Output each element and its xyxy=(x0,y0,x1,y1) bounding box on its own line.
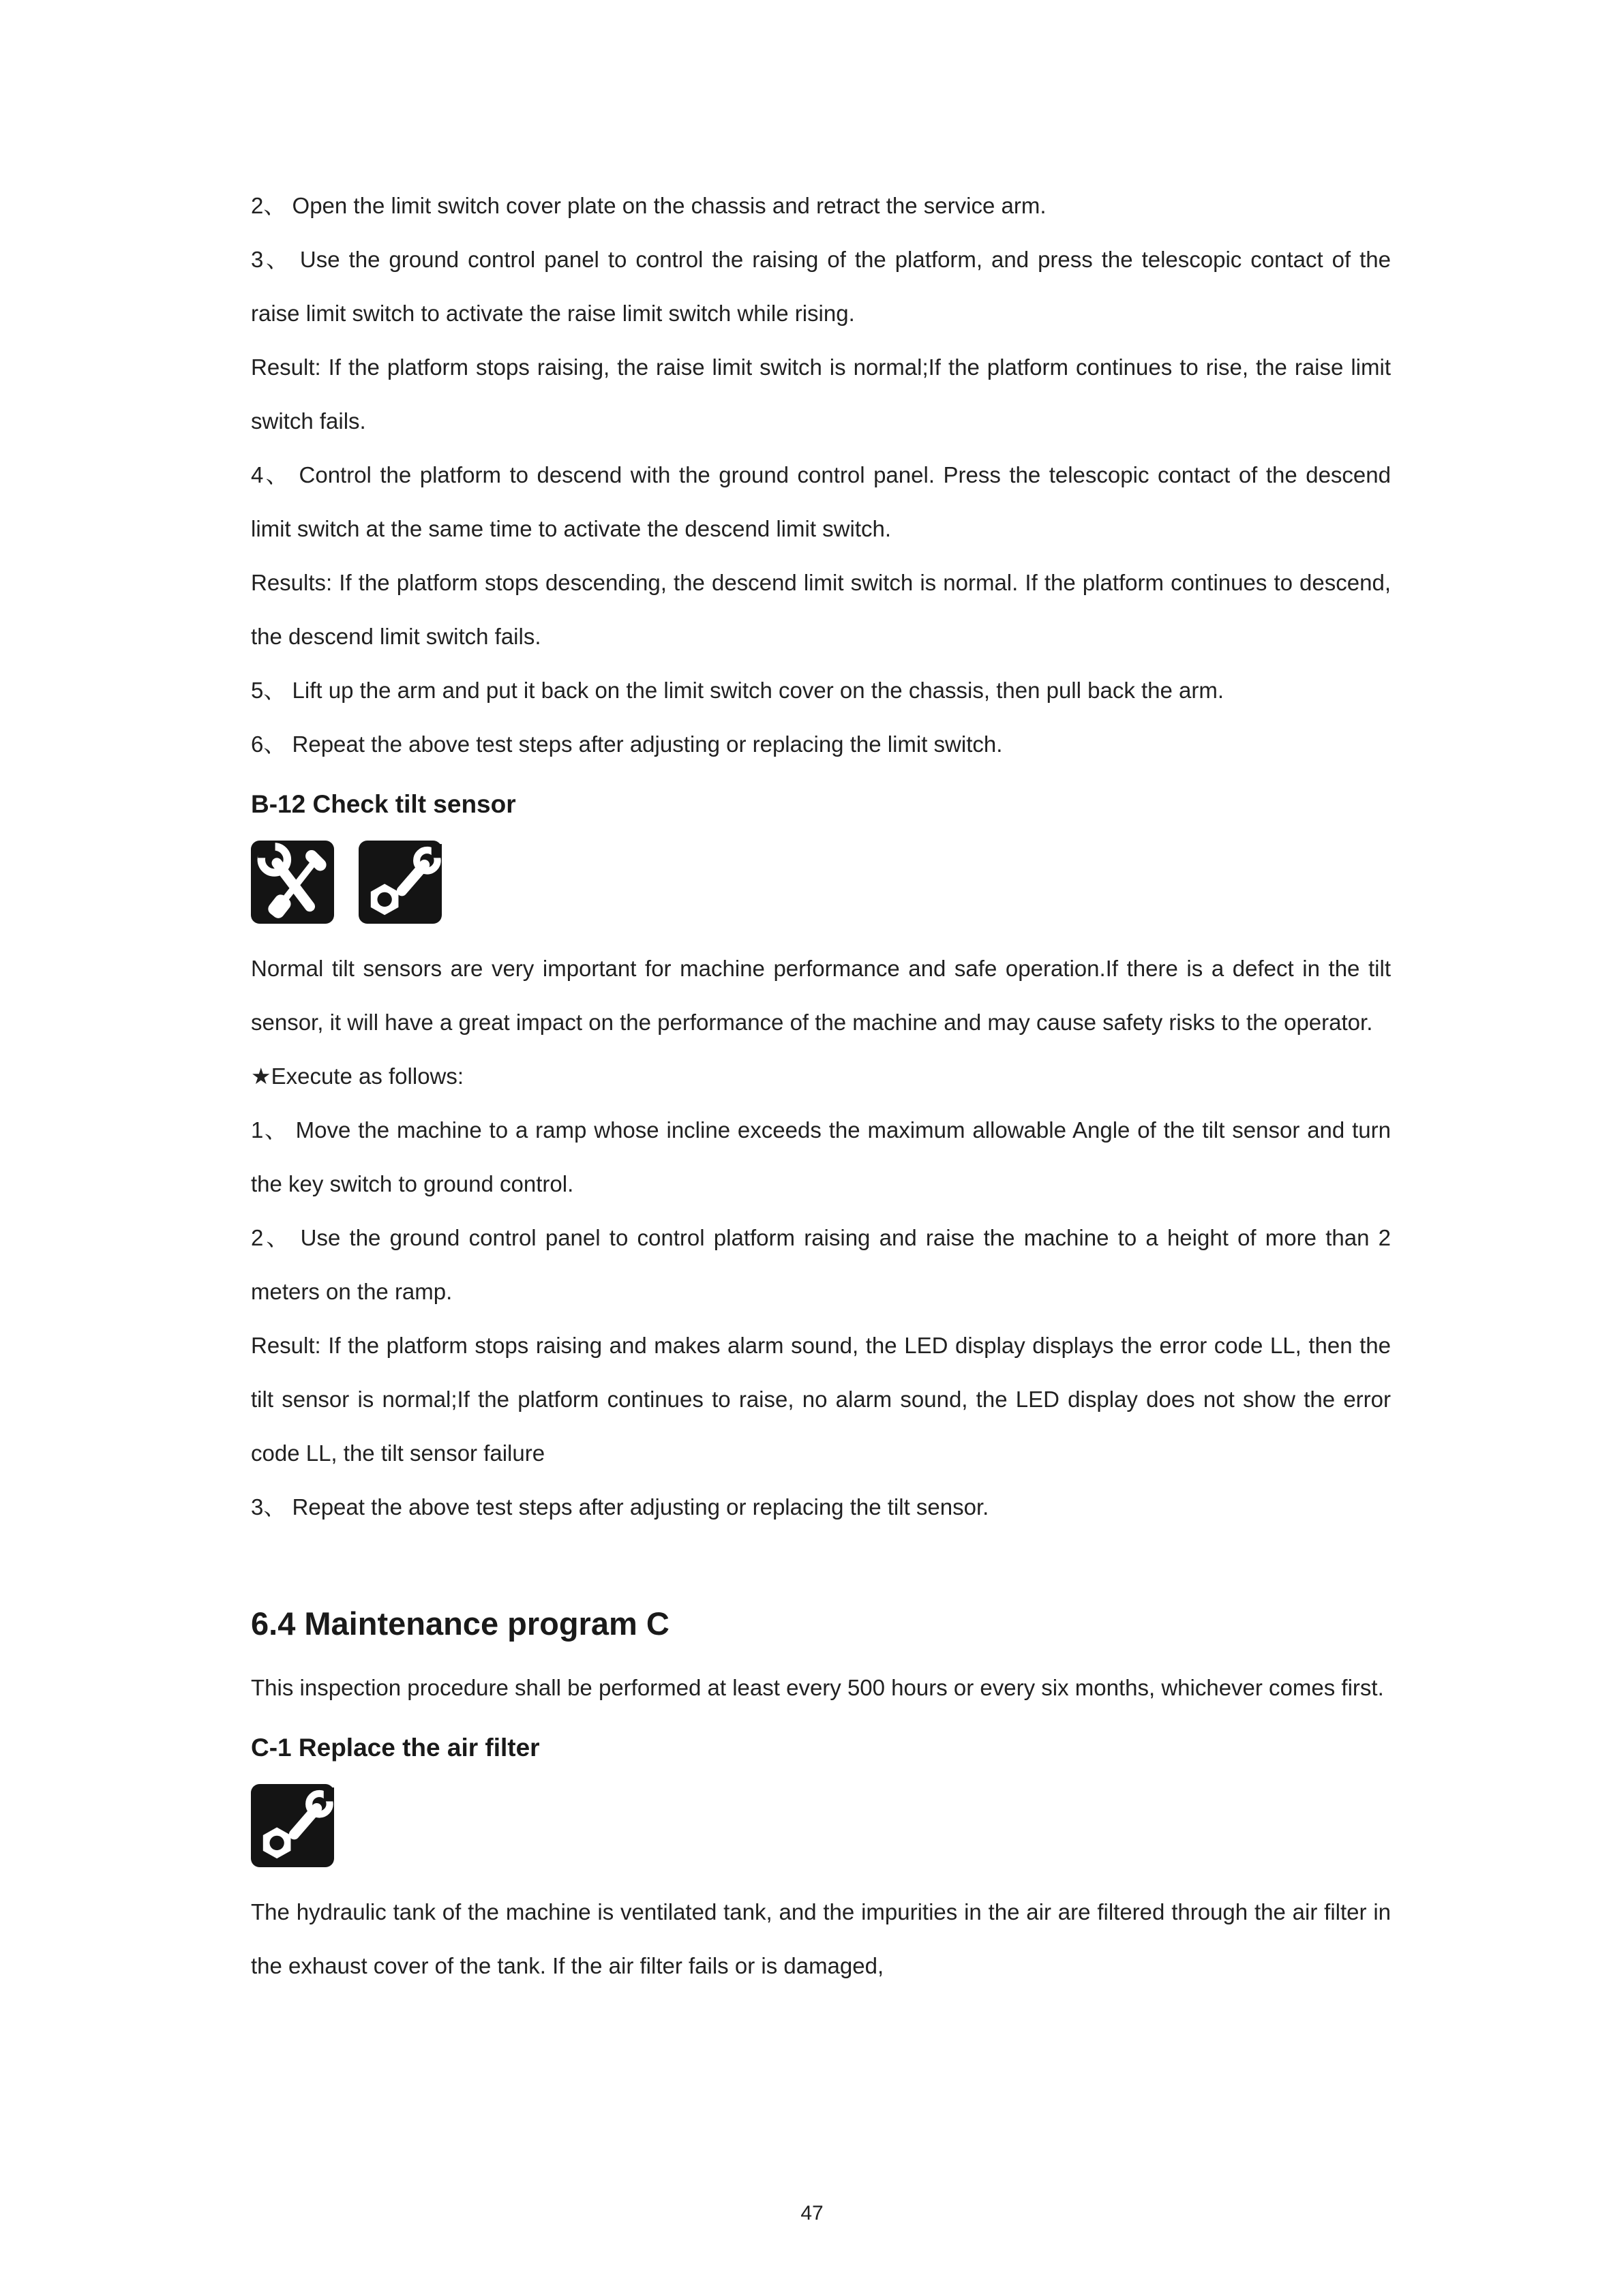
step-lift-arm: 5、 Lift up the arm and put it back on the limit switch cover on the chassis, then pull back the arm. xyxy=(251,678,1224,703)
repair-icon xyxy=(251,1784,334,1867)
b12-intro-paragraph: Normal tilt sensors are very important for machine performance and safe operation.If there is a defect in the tilt sensor, it will have a great impact on the performance of the machine and may cause safety risks to the operator. xyxy=(251,956,1391,1035)
step-repeat-limit-switch: 6、 Repeat the above test steps after adjusting or replacing the limit switch. xyxy=(251,731,1003,757)
tools-icon xyxy=(251,841,334,924)
section-heading-b12: B-12 Check tilt sensor xyxy=(251,790,516,818)
result-descend-limit-switch: Results: If the platform stops descending, the descend limit switch is normal. If the platform continues to descend, the descend limit switch fails. xyxy=(251,570,1391,649)
c1-body-paragraph: The hydraulic tank of the machine is ventilated tank, and the impurities in the air are filtered through the air filter in the exhaust cover of the tank. If the air filter fails or is damaged, xyxy=(251,1899,1391,1978)
step-open-cover-plate: 2、 Open the limit switch cover plate on the chassis and retract the service arm. xyxy=(251,193,1047,218)
step-raise-platform: 3、 Use the ground control panel to control the raising of the platform, and press the telescopic contact of the raise limit switch to activate the raise limit switch while rising. xyxy=(251,247,1391,326)
b12-execute-label: ★Execute as follows: xyxy=(251,1063,464,1089)
b12-icon-row xyxy=(251,841,1391,924)
b12-step-raise-platform: 2、 Use the ground control panel to control platform raising and raise the machine to a height of more than 2 meters on the ramp. xyxy=(251,1225,1391,1304)
maintenance-c-intro: This inspection procedure shall be performed at least every 500 hours or every six months, whichever comes first. xyxy=(251,1675,1384,1700)
c1-icon-row xyxy=(251,1784,1391,1867)
b12-step-repeat: 3、 Repeat the above test steps after adjusting or replacing the tilt sensor. xyxy=(251,1494,989,1520)
section-heading-c1: C-1 Replace the air filter xyxy=(251,1734,540,1762)
page-number: 47 xyxy=(800,2202,824,2224)
page-content xyxy=(251,179,1391,1993)
result-raise-limit-switch: Result: If the platform stops raising, the raise limit switch is normal;If the platform continues to rise, the raise limit switch fails. xyxy=(251,354,1391,434)
section-heading-maintenance-c: 6.4 Maintenance program C xyxy=(251,1605,670,1642)
b12-step-move-machine: 1、 Move the machine to a ramp whose incline exceeds the maximum allowable Angle of the tilt sensor and turn the key switch to ground control. xyxy=(251,1117,1391,1196)
b12-result-tilt-sensor: Result: If the platform stops raising and makes alarm sound, the LED display displays the error code LL, then the tilt sensor is normal;If the platform continues to raise, no alarm sound, the LED display does not show the error code LL, the tilt sensor failure xyxy=(251,1333,1391,1466)
repair-icon xyxy=(359,841,442,924)
step-descend-platform: 4、 Control the platform to descend with the ground control panel. Press the telescopic contact of the descend limit switch at the same time to activate the descend limit switch. xyxy=(251,462,1391,541)
